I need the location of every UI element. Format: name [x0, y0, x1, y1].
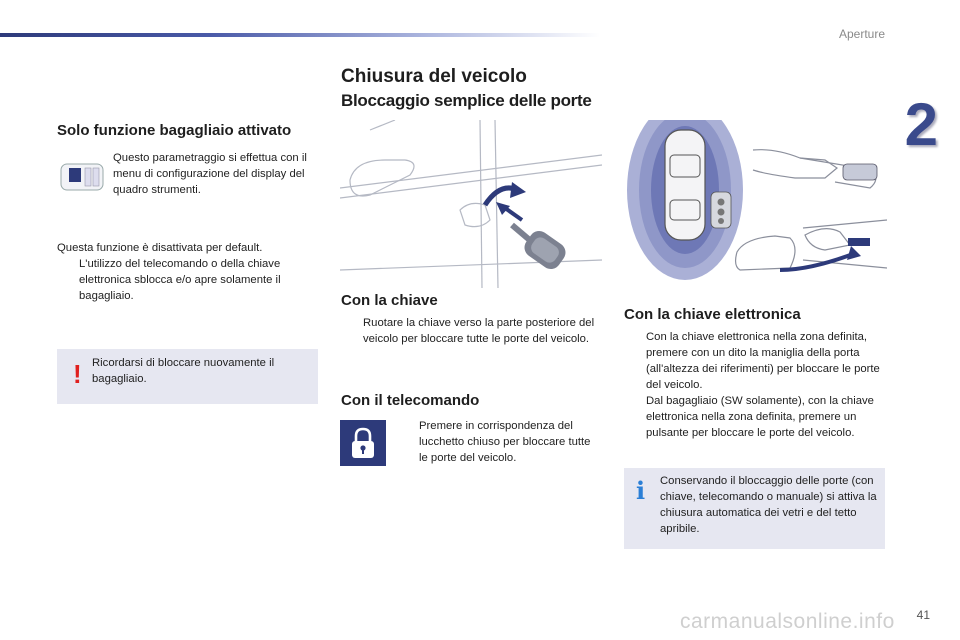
chapter-number: 2: [904, 91, 938, 158]
section-ekey-title: Con la chiave elettronica: [624, 306, 801, 323]
page-subtitle: Bloccaggio semplice delle porte: [341, 91, 592, 110]
section-key-title: Con la chiave: [341, 292, 438, 309]
key-door-illustration: [340, 120, 602, 288]
page-title: Chiusura del veicolo: [341, 66, 527, 87]
info-note: [624, 468, 885, 549]
watermark: carmanualsonline.info: [680, 610, 895, 633]
left-body: [57, 240, 317, 304]
left-intro: Questo parametraggio si effettua con il menu di configurazione del display del quadro strumenti.: [113, 152, 307, 196]
lock-button-icon: [340, 420, 386, 466]
warning-icon: !: [73, 359, 82, 389]
bullet-text: Dal bagagliaio (SW solamente), con la chiave elettronica nella zona definita, premere un pulsante per bloccare le porte del veicolo.: [646, 395, 874, 439]
left-section-title: Solo funzione bagagliaio attivato: [57, 122, 292, 139]
warning-note: [57, 349, 318, 404]
warning-text: Ricordarsi di bloccare nuovamente il bagagliaio.: [92, 357, 275, 385]
bullet-text: Premere in corrispondenza del lucchetto chiuso per bloccare tutte le porte del veicolo.: [419, 420, 591, 464]
list-item: [57, 256, 317, 304]
list-item: [341, 315, 601, 347]
key-body: [341, 315, 601, 347]
bullet-text: L'utilizzo del telecomando o della chiave elettronica sblocca e/o apre solamente il bagagliaio.: [79, 258, 281, 302]
list-item: [624, 329, 884, 393]
remote-body: [397, 418, 597, 466]
info-icon: i: [636, 476, 646, 505]
header-bar: [0, 33, 600, 37]
electronic-key-zone-illustration: [625, 120, 887, 292]
default-text: Questa funzione è disattivata per default.: [57, 242, 263, 254]
info-text: Conservando il bloccaggio delle porte (con chiave, telecomando o manuale) si attiva la chiusura automatica dei vetri e del tetto apribile.: [660, 475, 877, 535]
display-menu-icon: [60, 162, 104, 192]
bullet-text: Con la chiave elettronica nella zona definita, premere con un dito la maniglia della porta (all'altezza dei riferimenti) per bloccare le porte del veicolo.: [646, 331, 880, 391]
bullet-text: Ruotare la chiave verso la parte posteriore del veicolo per bloccare tutte le porte del veicolo.: [363, 317, 595, 345]
section-name: Aperture: [838, 27, 885, 41]
ekey-body: [624, 329, 884, 441]
page-number: 41: [916, 608, 930, 622]
list-item: [397, 418, 597, 466]
section-remote-title: Con il telecomando: [341, 392, 480, 409]
list-item: [624, 393, 884, 441]
